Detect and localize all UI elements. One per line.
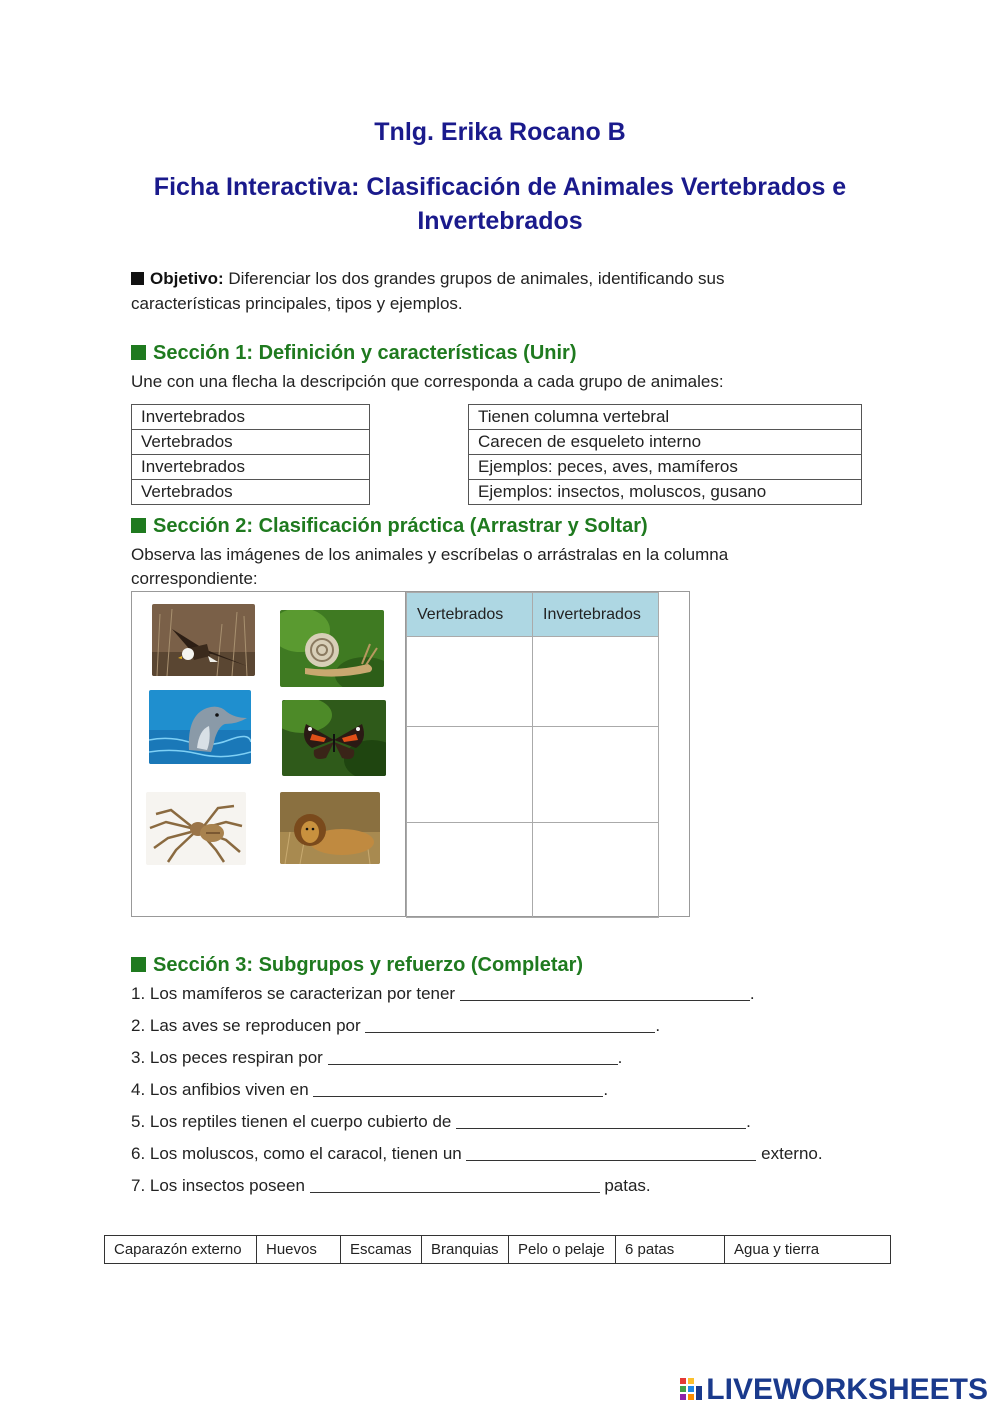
word-bank-item[interactable]: Pelo o pelaje [509,1236,616,1264]
drop-cell[interactable] [407,727,533,823]
sentence-text: 4. Los anfibios viven en [131,1080,314,1099]
liveworksheets-icon [680,1376,702,1410]
butterfly-image[interactable] [282,700,386,776]
word-bank-item[interactable]: Huevos [257,1236,341,1264]
drop-cell[interactable] [407,823,533,918]
sentence-text: 5. Los reptiles tienen el cuerpo cubierto de [131,1112,457,1131]
fill-sentence-5 [131,1112,751,1132]
match-left-item[interactable]: Vertebrados [132,430,370,455]
match-left-item[interactable]: Invertebrados [132,405,370,430]
fill-sentence-6 [131,1144,823,1164]
column-invertebrados: Invertebrados [533,593,659,637]
square-bullet-icon [131,957,146,972]
word-bank [104,1235,891,1264]
answer-blank[interactable] [456,1112,746,1129]
answer-blank[interactable] [466,1144,756,1161]
author-name: Tnlg. Erika Rocano B [374,118,626,146]
sentence-text: 6. Los moluscos, como el caracol, tienen un [131,1144,467,1163]
sentence-text: patas. [599,1176,651,1195]
brand-text: LIVEWORKSHEETS [706,1373,988,1406]
answer-blank[interactable] [313,1080,603,1097]
word-bank-item[interactable]: 6 patas [616,1236,725,1264]
match-right-item[interactable]: Carecen de esqueleto interno [469,430,862,455]
fill-sentence-2 [131,1016,660,1036]
square-bullet-icon [131,272,144,285]
sentence-text: . [617,1048,623,1067]
match-left-item[interactable]: Vertebrados [132,480,370,505]
drag-drop-area [131,591,690,917]
lion-image[interactable] [280,792,380,864]
match-left-item[interactable]: Invertebrados [132,455,370,480]
section2-title [131,515,648,538]
match-right-item[interactable]: Ejemplos: peces, aves, mamíferos [469,455,862,480]
sentence-text: 1. Los mamíferos se caracterizan por tener [131,984,460,1003]
match-right-item[interactable]: Tienen columna vertebral [469,405,862,430]
fill-sentence-3 [131,1048,622,1068]
dolphin-image[interactable] [149,690,251,764]
word-bank-item[interactable]: Caparazón externo [105,1236,257,1264]
sentence-text: 3. Los peces respiran por [131,1048,328,1067]
section2-instruction: Observa las imágenes de los animales y escríbelas o arrástralas en la columna correspondiente: [131,545,729,588]
page-title: Ficha Interactiva: Clasificación de Animales Vertebrados e Invertebrados [153,173,847,235]
eagle-image[interactable] [152,604,255,676]
answer-blank[interactable] [365,1016,655,1033]
square-bullet-icon [131,518,146,533]
objective [131,266,831,316]
word-bank-item[interactable]: Branquias [422,1236,509,1264]
drop-cell[interactable] [533,637,659,727]
match-right-table [468,404,862,505]
section3-title [131,954,583,977]
section2-title-text: Sección 2: Clasificación práctica (Arrastrar y Soltar) [153,515,648,537]
column-vertebrados: Vertebrados [407,593,533,637]
section1-title-text: Sección 1: Definición y características (Unir) [153,342,577,364]
word-bank-item[interactable]: Escamas [341,1236,422,1264]
sentence-text: . [746,1112,751,1131]
drop-cell[interactable] [407,637,533,727]
objective-label: Objetivo: [150,269,224,288]
answer-blank[interactable] [328,1048,618,1065]
sentence-text: 7. Los insectos poseen [131,1176,310,1195]
sentence-text: . [655,1016,661,1035]
match-left-table [131,404,370,505]
objective-text: Diferenciar los dos grandes grupos de animales, identificando sus características principales, tipos y ejemplos. [131,269,725,313]
sentence-text: . [749,984,755,1003]
drop-cell[interactable] [533,823,659,918]
section1-title [131,342,577,365]
fill-sentence-1 [131,984,755,1004]
match-right-item[interactable]: Ejemplos: insectos, moluscos, gusano [469,480,862,505]
fill-sentence-7 [131,1176,651,1196]
sentence-text: externo. [756,1144,823,1163]
brand-logo [680,1373,988,1410]
drop-cell[interactable] [533,727,659,823]
word-bank-item[interactable]: Agua y tierra [725,1236,891,1264]
square-bullet-icon [131,345,146,360]
answer-blank[interactable] [460,984,750,1001]
classification-table [406,592,659,918]
snail-image[interactable] [280,610,384,687]
section1-instruction: Une con una flecha la descripción que corresponda a cada grupo de animales: [131,372,724,391]
answer-blank[interactable] [310,1176,600,1193]
sentence-text: 2. Las aves se reproducen por [131,1016,366,1035]
fill-sentence-4 [131,1080,608,1100]
spider-image[interactable] [146,792,246,865]
section3-title-text: Sección 3: Subgrupos y refuerzo (Completar) [153,954,584,976]
sentence-text: . [603,1080,609,1099]
